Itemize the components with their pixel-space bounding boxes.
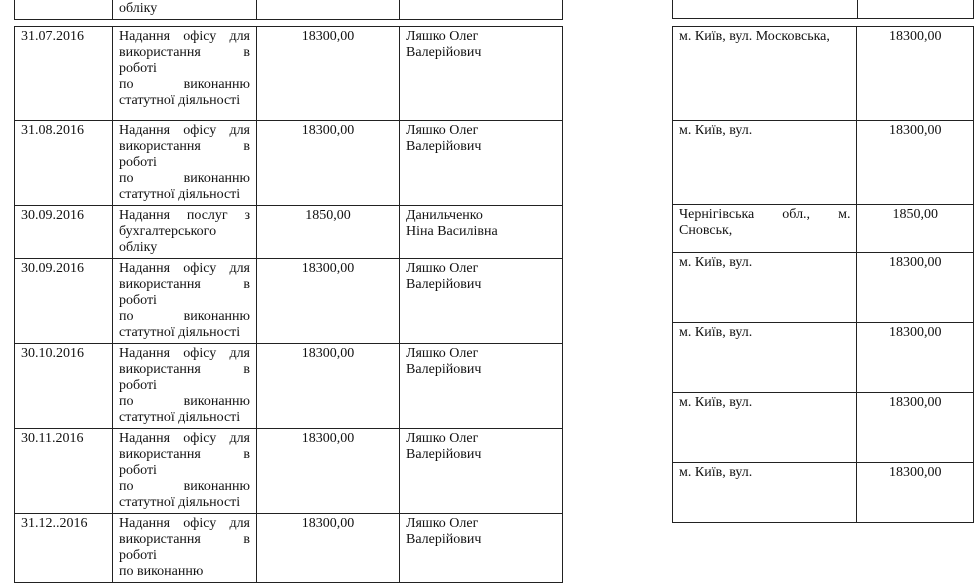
cell-sum: 18300,00 <box>257 514 400 583</box>
desc-line: по виконанню <box>119 309 250 324</box>
table-row <box>15 121 563 206</box>
desc-line: по виконанню <box>119 77 250 92</box>
name-line: Валерійович <box>406 45 482 60</box>
cell-sum: 18300,00 <box>257 344 400 429</box>
cell-sum2: 1850,00 <box>857 205 974 253</box>
desc-line: Надання офісу для <box>119 516 250 531</box>
cell-desc <box>113 514 257 583</box>
cell-desc: обліку <box>113 0 257 20</box>
cell-address: м. Київ, вул. <box>673 121 857 205</box>
cell-desc <box>113 259 257 344</box>
desc-line: Надання офісу для <box>119 261 250 276</box>
cell-sum: 18300,00 <box>257 121 400 206</box>
name-line: Ляшко Олег <box>406 123 479 138</box>
cell-sum <box>257 0 400 20</box>
table-row <box>673 253 974 323</box>
cell-name <box>400 121 563 206</box>
desc-line: використання в роботі <box>119 277 250 308</box>
desc-line: статутної діяльності <box>119 410 241 425</box>
table-row <box>673 205 974 253</box>
cell-date <box>15 0 113 20</box>
cell-desc <box>113 429 257 514</box>
desc-line: використання в роботі <box>119 45 250 76</box>
cell-sum2: 18300,00 <box>857 253 974 323</box>
cell-name <box>400 206 563 259</box>
name-line: Ляшко Олег <box>406 516 479 531</box>
desc-line: по виконанню <box>119 171 250 186</box>
cell-sum: 18300,00 <box>257 27 400 121</box>
desc-line: Надання офісу для <box>119 346 250 361</box>
cell-name <box>400 259 563 344</box>
name-line: Валерійович <box>406 277 482 292</box>
name-line: Валерійович <box>406 139 482 154</box>
name-line: Ніна Василівна <box>406 224 498 239</box>
table-row <box>15 514 563 583</box>
cell-address <box>673 0 858 19</box>
name-line: Валерійович <box>406 362 482 377</box>
desc-line: використання в роботі <box>119 362 250 393</box>
top-fragment-right <box>672 0 974 19</box>
cell-sum2: 18300,00 <box>857 27 974 121</box>
cell-name <box>400 27 563 121</box>
cell-date: 31.08.2016 <box>15 121 113 206</box>
cell-sum2: 18300,00 <box>857 393 974 463</box>
cell-sum: 18300,00 <box>257 259 400 344</box>
desc-line: використання в роботі <box>119 139 250 170</box>
cell-desc <box>113 121 257 206</box>
desc-line: по виконанню <box>119 564 204 579</box>
desc-line: Надання офісу для <box>119 29 250 44</box>
table-row <box>15 344 563 429</box>
cell-address: м. Київ, вул. <box>673 463 857 523</box>
cell-desc <box>113 206 257 259</box>
name-line: Валерійович <box>406 532 482 547</box>
cell-date: 31.12..2016 <box>15 514 113 583</box>
cell-date: 31.07.2016 <box>15 27 113 121</box>
table-row <box>15 206 563 259</box>
desc-line: Надання офісу для <box>119 123 250 138</box>
cell-sum: 1850,00 <box>257 206 400 259</box>
desc-line: статутної діяльності <box>119 495 241 510</box>
desc-line: Надання послуг з <box>119 208 250 223</box>
cell-sum2: 18300,00 <box>857 323 974 393</box>
desc-line: бухгалтерського <box>119 224 217 239</box>
desc-line: по виконанню <box>119 394 250 409</box>
name-line: Ляшко Олег <box>406 431 479 446</box>
desc-line: Надання офісу для <box>119 431 250 446</box>
name-line: Данильченко <box>406 208 483 223</box>
table-row <box>673 393 974 463</box>
payments-table-left <box>14 26 563 583</box>
cell-desc <box>113 344 257 429</box>
cell-address: м. Київ, вул. <box>673 323 857 393</box>
cell-name <box>400 344 563 429</box>
cell-sum2: 18300,00 <box>857 121 974 205</box>
cell-sum: 18300,00 <box>257 429 400 514</box>
name-line: Ляшко Олег <box>406 346 479 361</box>
table-row <box>15 259 563 344</box>
desc-line: по виконанню <box>119 479 250 494</box>
cell-address: м. Київ, вул. Московська, <box>673 27 857 121</box>
name-line: Валерійович <box>406 447 482 462</box>
cell-date: 30.11.2016 <box>15 429 113 514</box>
table-row <box>673 121 974 205</box>
desc-line: статутної діяльності <box>119 187 241 202</box>
cell-date: 30.09.2016 <box>15 259 113 344</box>
name-line: Ляшко Олег <box>406 29 479 44</box>
cell-address: м. Київ, вул. <box>673 253 857 323</box>
desc-line: статутної діяльності <box>119 93 241 108</box>
table-row <box>15 429 563 514</box>
cell-date: 30.09.2016 <box>15 206 113 259</box>
payments-table-right <box>672 26 974 523</box>
cell-desc <box>113 27 257 121</box>
desc-line: статутної діяльності <box>119 325 241 340</box>
cell-date: 30.10.2016 <box>15 344 113 429</box>
cell-name <box>400 514 563 583</box>
cell-sum2: 18300,00 <box>857 463 974 523</box>
desc-line: обліку <box>119 240 158 255</box>
name-line: Ляшко Олег <box>406 261 479 276</box>
top-fragment-left <box>14 0 563 20</box>
cell-name <box>400 0 563 20</box>
cell-sum2 <box>857 0 973 19</box>
table-row <box>673 323 974 393</box>
cell-name <box>400 429 563 514</box>
table-row <box>15 27 563 121</box>
desc-line: використання в роботі <box>119 447 250 478</box>
desc-line: використання в роботі <box>119 532 250 563</box>
table-row <box>673 27 974 121</box>
cell-address: м. Київ, вул. <box>673 393 857 463</box>
cell-address: Чернігівська обл., м. Сновськ, <box>673 205 857 253</box>
